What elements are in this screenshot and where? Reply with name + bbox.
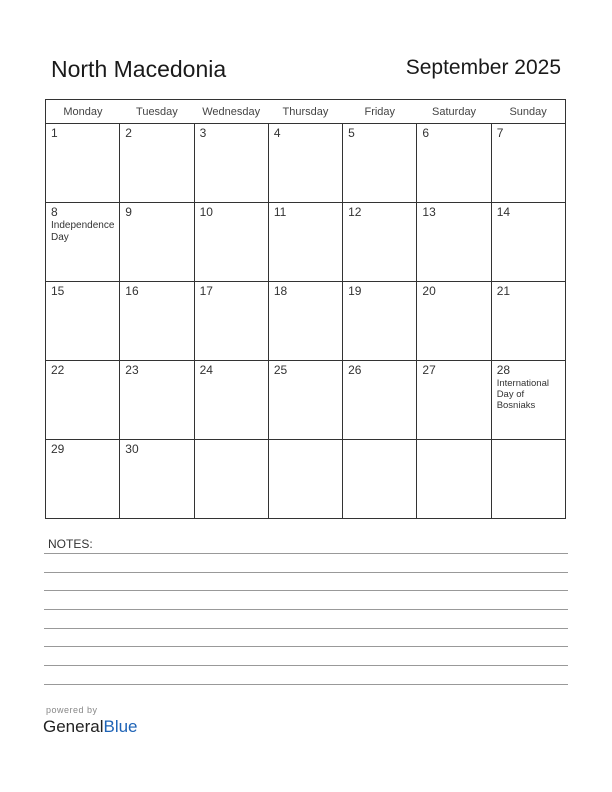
day-number: 26 xyxy=(348,363,362,377)
day-cell xyxy=(46,124,120,203)
day-cell xyxy=(268,203,342,282)
note-line xyxy=(44,572,568,573)
week-row xyxy=(46,124,566,203)
day-cell xyxy=(194,203,268,282)
day-number: 30 xyxy=(125,442,139,456)
weekday-header: Thursday xyxy=(268,100,342,124)
note-line xyxy=(44,665,568,666)
week-row xyxy=(46,361,566,440)
day-cell xyxy=(46,361,120,440)
holiday-label: International Day of Bosniaks xyxy=(496,378,549,411)
day-cell xyxy=(46,282,120,361)
logo-text-general: General xyxy=(43,717,104,736)
day-number: 27 xyxy=(422,363,436,377)
note-line xyxy=(44,609,568,610)
day-number: 18 xyxy=(273,284,288,298)
day-cell xyxy=(46,203,120,282)
day-number: 5 xyxy=(348,126,355,140)
note-line xyxy=(44,590,568,591)
day-cell xyxy=(194,440,268,519)
day-number: 17 xyxy=(199,284,213,298)
day-cell xyxy=(491,361,565,440)
day-cell xyxy=(268,361,342,440)
weekday-header: Saturday xyxy=(417,100,491,124)
holiday-label: Independence Day xyxy=(51,220,115,243)
weekday-header: Friday xyxy=(343,100,417,124)
day-cell xyxy=(343,203,417,282)
day-cell xyxy=(120,361,194,440)
day-cell xyxy=(491,440,565,519)
day-number: 19 xyxy=(348,284,362,298)
day-number: 3 xyxy=(199,126,207,140)
day-number: 13 xyxy=(422,205,436,219)
week-row xyxy=(46,440,566,519)
week-row xyxy=(46,282,566,361)
day-number: 14 xyxy=(496,205,511,219)
day-cell xyxy=(194,282,268,361)
day-number: 25 xyxy=(273,363,288,377)
day-number: 2 xyxy=(125,126,132,140)
day-cell xyxy=(417,361,491,440)
note-line xyxy=(44,646,568,647)
day-cell xyxy=(194,124,268,203)
day-number: 29 xyxy=(51,442,65,456)
notes-label: NOTES: xyxy=(48,537,93,551)
day-number: 22 xyxy=(51,363,65,377)
day-cell xyxy=(120,124,194,203)
day-cell xyxy=(343,282,417,361)
generalblue-logo xyxy=(43,717,138,737)
weekday-header: Sunday xyxy=(491,100,565,124)
day-number: 24 xyxy=(199,363,213,377)
day-cell xyxy=(343,124,417,203)
day-cell xyxy=(491,203,565,282)
day-number: 7 xyxy=(496,126,504,140)
note-line xyxy=(44,553,568,554)
day-number: 1 xyxy=(51,126,58,140)
day-cell xyxy=(417,282,491,361)
day-cell xyxy=(120,440,194,519)
day-cell xyxy=(417,203,491,282)
day-number: 9 xyxy=(125,205,132,219)
day-number: 8 xyxy=(51,205,58,219)
note-line xyxy=(44,684,568,685)
day-number: 6 xyxy=(422,126,430,140)
day-number: 23 xyxy=(125,363,139,377)
day-cell xyxy=(417,124,491,203)
day-cell xyxy=(268,440,342,519)
calendar-month-title: September 2025 xyxy=(405,56,561,79)
day-number: 4 xyxy=(273,126,281,140)
week-row xyxy=(46,203,566,282)
day-number: 21 xyxy=(496,284,511,298)
day-cell xyxy=(46,440,120,519)
calendar-country-title: North Macedonia xyxy=(51,56,227,82)
weekday-header: Monday xyxy=(46,100,120,124)
calendar-grid xyxy=(45,99,566,519)
day-number: 15 xyxy=(51,284,65,298)
weekday-header: Tuesday xyxy=(120,100,194,124)
day-cell xyxy=(343,361,417,440)
day-cell xyxy=(491,124,565,203)
day-cell xyxy=(120,282,194,361)
day-cell xyxy=(120,203,194,282)
weekday-header: Wednesday xyxy=(194,100,268,124)
day-cell xyxy=(268,282,342,361)
day-number: 20 xyxy=(422,284,436,298)
day-cell xyxy=(343,440,417,519)
day-number: 12 xyxy=(348,205,362,219)
day-number: 16 xyxy=(125,284,139,298)
weekday-header-row xyxy=(46,100,566,124)
day-number: 10 xyxy=(199,205,213,219)
logo-text-blue: Blue xyxy=(103,717,138,736)
day-cell xyxy=(491,282,565,361)
day-number: 11 xyxy=(273,205,287,219)
day-cell xyxy=(417,440,491,519)
note-line xyxy=(44,628,568,629)
day-cell xyxy=(194,361,268,440)
day-cell xyxy=(268,124,342,203)
powered-by-text: powered by xyxy=(46,705,98,715)
day-number: 28 xyxy=(496,363,511,377)
